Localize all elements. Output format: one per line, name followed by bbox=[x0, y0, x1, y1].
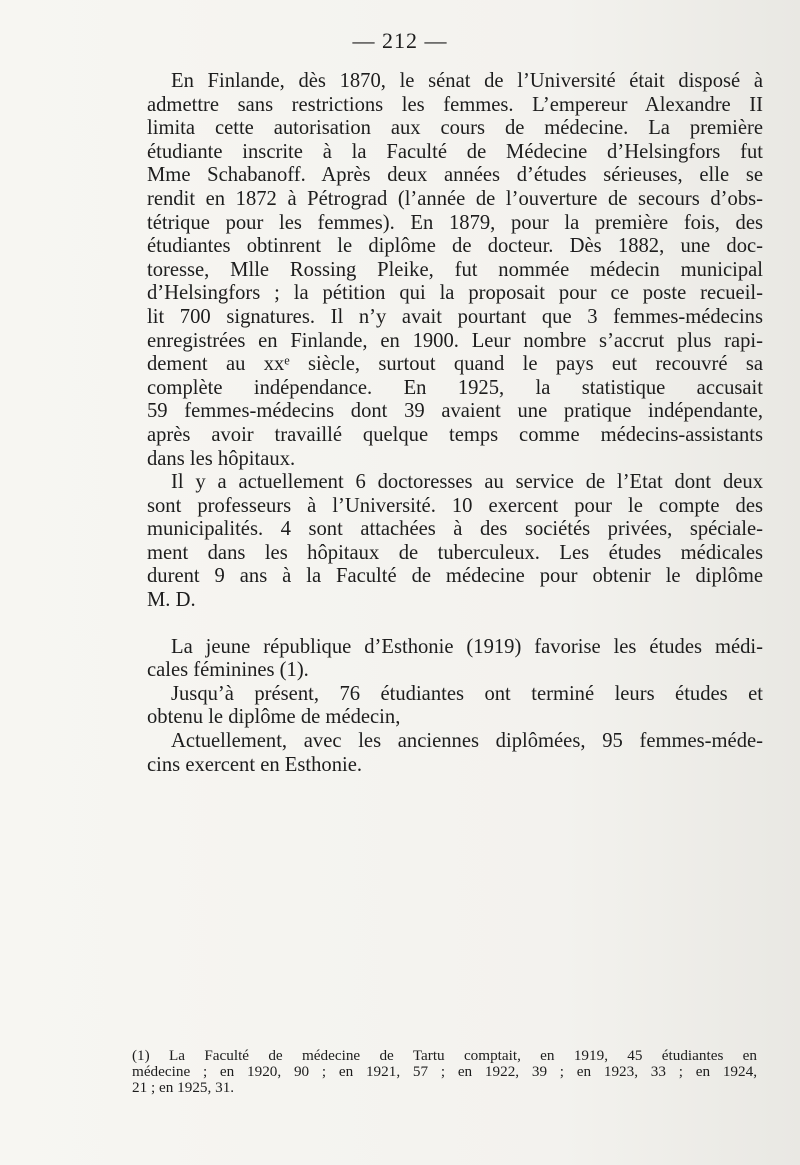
text-line: M. D. bbox=[147, 589, 196, 612]
text-line: durent 9 ans à la Faculté de médecine pour obtenir le diplôme bbox=[147, 565, 763, 588]
text-line: cins exercent en Esthonie. bbox=[147, 753, 363, 776]
text-line: Jusqu’à présent, 76 étudiantes ont terminé leurs études et bbox=[171, 682, 763, 705]
paragraph-actuellement bbox=[147, 730, 763, 777]
text-line: complète indépendance. En 1925, la statistique accusait bbox=[147, 376, 763, 399]
text-line: obtenu le diplôme de médecin, bbox=[147, 706, 401, 729]
paragraph-etudiantes bbox=[147, 683, 763, 730]
text-line: cales féminines (1). bbox=[147, 659, 309, 682]
paragraph-finlande bbox=[147, 70, 763, 471]
text-line: ment dans les hôpitaux de tuberculeux. Les études médicales bbox=[147, 541, 763, 564]
text-line: d’Helsingfors ; la pétition qui la proposait pour ce poste recueil- bbox=[147, 282, 763, 305]
text-line: limita cette autorisation aux cours de médecine. La première bbox=[147, 117, 763, 140]
text-line: admettre sans restrictions les femmes. L’empereur Alexandre II bbox=[147, 93, 763, 116]
text-line: rendit en 1872 à Pétrograd (l’année de l’ouverture de secours d’obs- bbox=[147, 187, 763, 210]
text-line: municipalités. 4 sont attachées à des sociétés privées, spéciale- bbox=[147, 518, 763, 541]
text-line: dans les hôpitaux. bbox=[147, 447, 296, 470]
footnote-line: médecine ; en 1920, 90 ; en 1921, 57 ; en 1922, 39 ; en 1923, 33 ; en 1924, bbox=[132, 1063, 757, 1080]
body-text bbox=[147, 70, 763, 777]
text-line: lit 700 signatures. Il n’y avait pourtant que 3 femmes-médecins bbox=[147, 305, 763, 328]
text-line: La jeune république d’Esthonie (1919) favorise les études médi- bbox=[171, 635, 763, 658]
text-line: toresse, Mlle Rossing Pleike, fut nommée médecin municipal bbox=[147, 258, 763, 281]
footnote-line: 21 ; en 1925, 31. bbox=[132, 1079, 235, 1096]
text-line: En Finlande, dès 1870, le sénat de l’Université était disposé à bbox=[171, 70, 763, 92]
paragraph-esthonie bbox=[147, 636, 763, 683]
text-line: tétrique pour les femmes). En 1879, pour la première fois, des bbox=[147, 211, 763, 234]
text-line: Mme Schabanoff. Après deux années d’études sérieuses, elle se bbox=[147, 164, 763, 187]
text-line: étudiante inscrite à la Faculté de Médecine d’Helsingfors fut bbox=[147, 140, 763, 163]
text-line: 59 femmes-médecins dont 39 avaient une pratique indépendante, bbox=[147, 400, 763, 423]
text-line: après avoir travaillé quelque temps comme médecins-assistants bbox=[147, 423, 763, 446]
text-line: enregistrées en Finlande, en 1900. Leur nombre s’accrut plus rapi- bbox=[147, 329, 763, 352]
text-line: étudiantes obtinrent le diplôme de docteur. Dès 1882, une doc- bbox=[147, 235, 763, 258]
page-number: — 212 — bbox=[352, 28, 448, 53]
text-line: sont professeurs à l’Université. 10 exercent pour le compte des bbox=[147, 494, 763, 517]
footnote bbox=[132, 1048, 757, 1096]
text-line: Il y a actuellement 6 doctoresses au service de l’Etat dont deux bbox=[171, 471, 763, 494]
text-line: dement au xxᵉ siècle, surtout quand le pays eut recouvré sa bbox=[147, 353, 763, 376]
footnote-line: (1) La Faculté de médecine de Tartu comptait, en 1919, 45 étudiantes en bbox=[132, 1047, 757, 1064]
paragraph-gap bbox=[147, 613, 763, 636]
text-line: Actuellement, avec les anciennes diplômées, 95 femmes-méde- bbox=[171, 730, 763, 753]
paragraph-doctoresses bbox=[147, 471, 763, 613]
